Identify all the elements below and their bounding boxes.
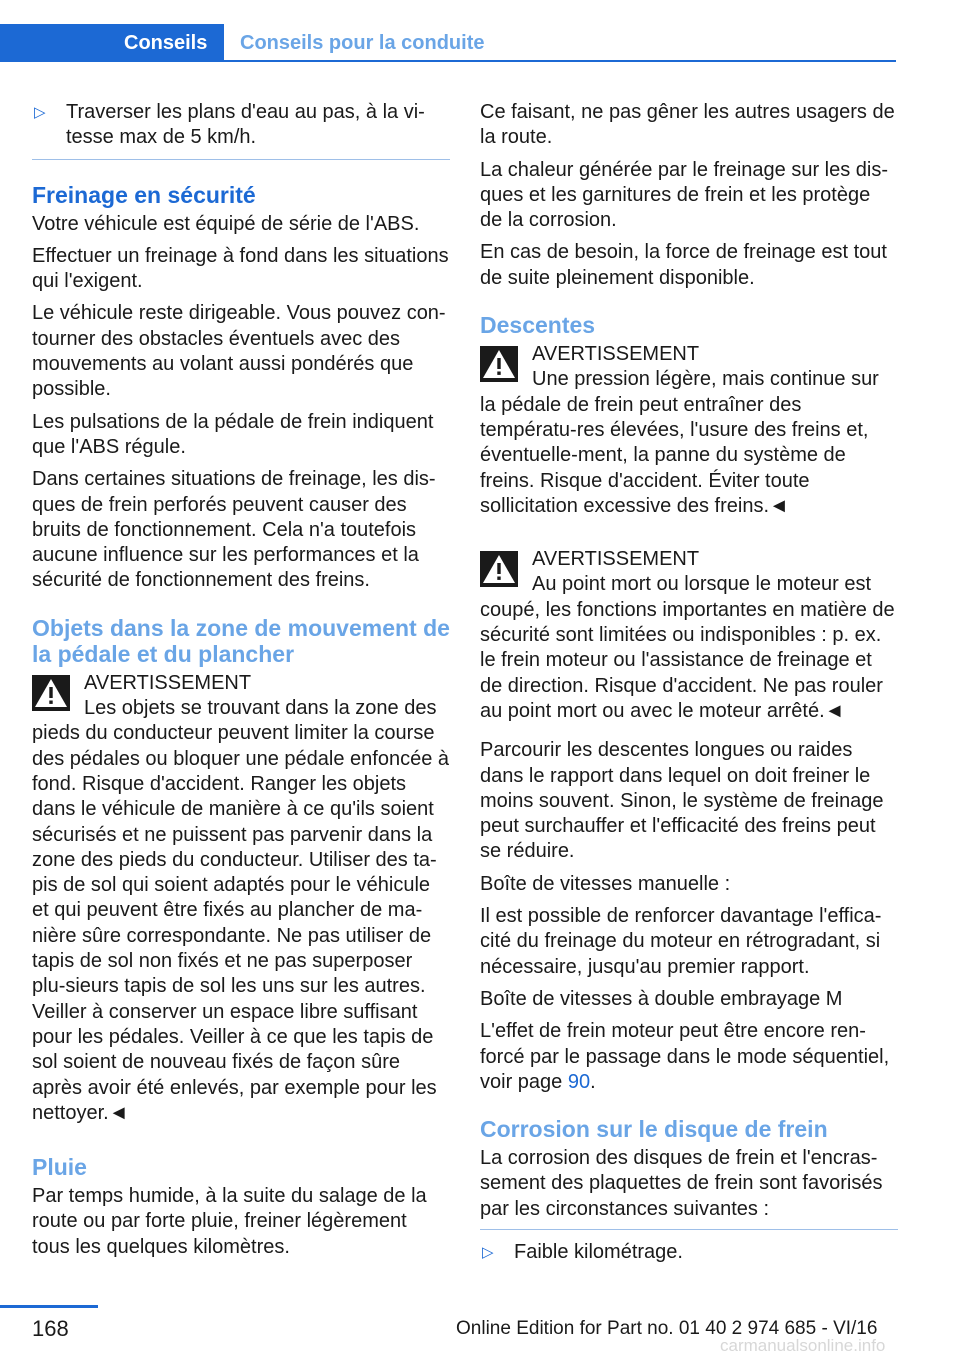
warning-text: Au point mort ou lorsque le moteur est coupé, les fonctions importantes en matière de sécurité sont limitées ou indisponibles : p. ex. le frein moteur ou l'assistance de freinage et de direction. Risque d'accident. Ne pas rouler au point mort ou avec le moteur arrêté.◄ [480,573,895,722]
warning-text: Les objets se trouvant dans la zone des pieds du conducteur peuvent limiter la course des pédales ou bloquer une pédale enfoncée à fond. Risque d'accident. Ranger les objets dans le véhicule de manière à ce qu'ils soient sécurisés et ne puissent pas parvenir dans la zone des pieds du conducteur. Utiliser des ta-pis de sol qui soient adaptés pour le véhicule et qui peuvent être fixés au plancher de ma-nière sûre correspondante. Ne pas utiliser de tapis de sol non fixés et ne pas superposer plu-sieurs tapis de sol les uns sur les autres. Veiller à conserver un espace libre suffisant pour les pédales. Veiller à ce que les tapis de sol soient de nouveau fixés de façon sûre après avoir été enlevés, par exemple pour les nettoyer.◄ [32,697,450,1124]
right-column [480,100,898,1272]
heading-freinage: Freinage en sécurité [32,181,256,208]
paragraph: En cas de besoin, la force de freinage est tout de suite pleinement disponible. [480,241,887,289]
heading-corrosion: Corrosion sur le disque de frein [480,1116,828,1143]
heading-objets: Objets dans la zone de mouvement de la pédale et du plancher [32,614,450,667]
page-number: 168 [32,1316,69,1341]
warning-triangle-icon [32,675,70,711]
paragraph [480,1019,898,1095]
triangle-right-icon: ▷ [482,1243,494,1261]
paragraph: Il est possible de renforcer davantage l'effica-cité du freinage du moteur en rétrogradant, si nécessaire, jusqu'au premier rapport. [480,905,882,978]
edition-text: Online Edition for Part no. 01 40 2 974 685 - VI/16 [456,1318,878,1339]
warning-triangle-icon [480,551,518,587]
list-divider [32,159,450,160]
paragraph-text: . [590,1070,596,1093]
list-item-text: Traverser les plans d'eau au pas, à la vi-tesse max de 5 km/h. [66,101,425,149]
paragraph: Boîte de vitesses à double embrayage M [480,987,843,1010]
warning-title: AVERTISSEMENT [532,548,700,571]
paragraph: La corrosion des disques de frein et l'encras-sement des plaquettes de frein sont favorisés par les circonstances suivantes : [480,1147,883,1220]
heading-pluie: Pluie [32,1154,87,1181]
footer-divider [0,1305,98,1308]
list-divider [480,1229,898,1230]
triangle-right-icon: ▷ [34,104,46,121]
page-link[interactable]: 90 [567,1070,591,1093]
warning-text: Une pression légère, mais continue sur la pédale de frein peut entraîner des températu-res élevées, l'usure des freins et, éventuelle-ment, la panne du système de freins. Risque d'accident. Éviter toute sollicitation excessive des freins.◄ [480,368,879,517]
paragraph: Parcourir les descentes longues ou raides dans le rapport dans lequel on doit freiner le moins souvent. Sinon, le système de freinage peut surchauffer et l'efficacité des freins peut se réduire. [480,739,884,863]
paragraph: Le véhicule reste dirigeable. Vous pouvez con-tourner des obstacles éventuels avec des mouvements au volant aussi pondérés que possible. [32,302,446,401]
paragraph: La chaleur générée par le freinage sur les dis-ques et les garnitures de frein et les protège de la corrosion. [480,158,889,232]
list-item [32,100,450,151]
header-divider [224,60,896,62]
list-item-text: Faible kilométrage. [514,1240,683,1263]
left-column [32,100,450,1267]
list-item [480,1240,898,1265]
paragraph: Dans certaines situations de freinage, les dis-ques de frein perforés peuvent causer des bruits de fonctionnement. Cela n'a toutefois aucune influence sur les performances et la sécurité de fonctionnement des freins. [32,468,436,592]
paragraph: Effectuer un freinage à fond dans les situations qui l'exigent. [32,244,449,293]
warning-block [480,342,898,519]
warning-triangle-icon [480,346,518,382]
paragraph-text: L'effet de frein moteur peut être encore ren-forcé par le passage dans le mode séquentiel, voir page [480,1020,890,1093]
warning-block [480,547,898,724]
watermark: carmanualsonline.info [720,1336,886,1355]
paragraph: Boîte de vitesses manuelle : [480,872,731,895]
paragraph: Ce faisant, ne pas gêner les autres usagers de la route. [480,101,895,149]
warning-block [32,671,450,1126]
paragraph: Les pulsations de la pédale de frein indiquent que l'ABS régule. [32,410,434,458]
paragraph: Votre véhicule est équipé de série de l'ABS. [32,212,420,235]
tab-conseils[interactable]: Conseils [0,24,224,62]
tab-conseils-conduite[interactable]: Conseils pour la conduite [240,32,485,54]
paragraph: Par temps humide, à la suite du salage de la route ou par forte pluie, freiner légèrement tous les quelques kilomètres. [32,1185,427,1258]
page-header [0,0,960,62]
heading-descentes: Descentes [480,312,596,339]
warning-title: AVERTISSEMENT [532,343,700,366]
warning-title: AVERTISSEMENT [84,671,252,694]
